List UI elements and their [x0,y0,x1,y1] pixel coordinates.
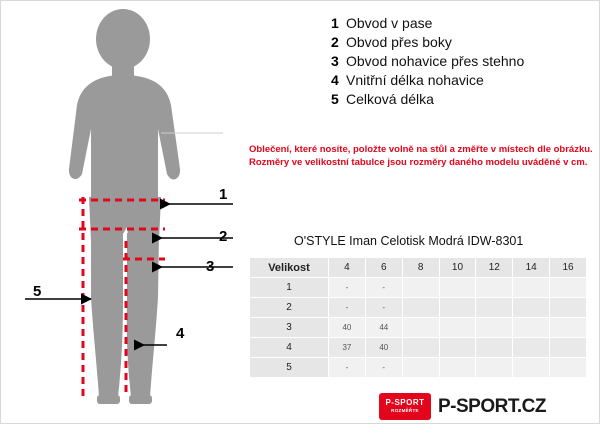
cell: 40 [365,338,402,358]
cell [402,298,439,318]
column-header-3: 10 [439,258,476,278]
cell [439,298,476,318]
cell [439,358,476,378]
size-table [249,257,587,378]
table-row [250,298,587,318]
logo-badge-icon [379,393,431,420]
column-header-4: 12 [476,258,513,278]
figure-panel [1,1,291,425]
logo-wordmark: P-SPORT.CZ [438,395,546,417]
callout-label-2: 2 [219,228,228,245]
table-row [250,358,587,378]
cell: 40 [329,318,366,338]
cell [550,318,587,338]
cell [550,298,587,318]
legend-item [331,34,593,50]
column-header-5: 14 [513,258,550,278]
cell: - [365,298,402,318]
size-table-body [250,278,587,378]
legend-number: 4 [331,72,339,88]
legend-item [331,53,593,69]
size-table-head [250,258,587,278]
cell: - [365,358,402,378]
cell [439,338,476,358]
cell [439,278,476,298]
product-title: O'STYLE Iman Celotisk Modrá IDW-8301 [294,234,524,248]
note-line-2: Rozměry ve velikostní tabulce jsou rozměry daného modelu uváděné v cm. [249,156,588,168]
column-header-0: 4 [329,258,366,278]
row-header: 5 [250,358,329,378]
logo-badge-top: P-SPORT [385,398,425,408]
row-header: 2 [250,298,329,318]
callout-label-3: 3 [206,258,215,275]
note-line-1: Oblečení, které nosíte, položte volně na stůl a změřte v místech dle obrázku. [249,144,593,155]
legend-number: 3 [331,53,339,69]
callout-label-4: 4 [176,325,185,342]
body-silhouette-graphic [1,1,291,425]
measurement-legend [331,15,593,110]
table-row [250,338,587,358]
cell [550,278,587,298]
cell: 37 [329,338,366,358]
cell [402,358,439,378]
cell [513,298,550,318]
cell [476,358,513,378]
table-row [250,318,587,338]
legend-label: Obvod přes boky [346,34,452,50]
cell: - [329,278,366,298]
cell [550,338,587,358]
table-header-row [250,258,587,278]
row-header: 1 [250,278,329,298]
cell: - [365,278,402,298]
cell: - [329,298,366,318]
column-header-2: 8 [402,258,439,278]
cell [476,318,513,338]
table-corner-header: Velikost [250,258,329,278]
cell [513,278,550,298]
measuring-instructions-note [249,144,595,170]
brand-logo [379,393,584,420]
cell [402,338,439,358]
cell [513,318,550,338]
callout-label-5: 5 [33,283,42,300]
cell [439,318,476,338]
cell [476,298,513,318]
cell [550,358,587,378]
legend-number: 5 [331,91,339,107]
legend-label: Vnitřní délka nohavice [346,72,484,88]
cell [476,338,513,358]
legend-item [331,72,593,88]
row-header: 3 [250,318,329,338]
cell [402,278,439,298]
callout-label-1: 1 [219,186,228,203]
column-header-6: 16 [550,258,587,278]
legend-number: 1 [331,15,339,31]
legend-number: 2 [331,34,339,50]
logo-badge-bottom: ROZMĚŘTE [391,408,419,414]
row-header: 4 [250,338,329,358]
table-row [250,278,587,298]
cell [476,278,513,298]
cell [402,318,439,338]
cell [513,338,550,358]
cell: 44 [365,318,402,338]
legend-label: Obvod nohavice přes stehno [346,53,525,69]
legend-label: Obvod v pase [346,15,433,31]
cell [513,358,550,378]
legend-label: Celková délka [346,91,434,107]
legend-item [331,91,593,107]
cell: - [329,358,366,378]
legend-item [331,15,593,31]
column-header-1: 6 [365,258,402,278]
